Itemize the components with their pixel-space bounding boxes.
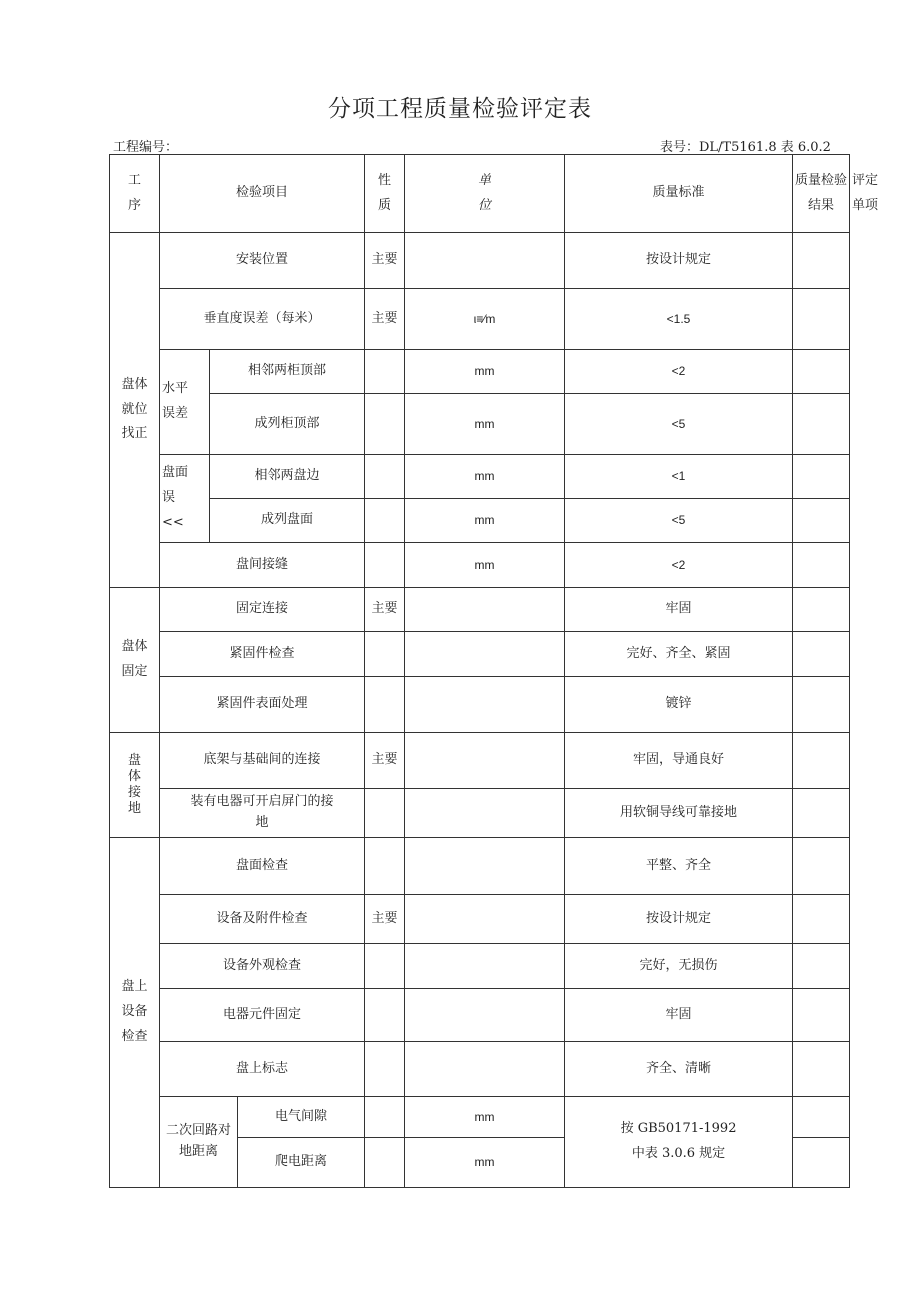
table-row [110,233,850,289]
nature-cell: 主要 [365,895,405,944]
item-cell: 相邻两盘边 [210,455,365,499]
nature-cell: 主要 [365,733,405,789]
item-cell: 底架与基础间的连接 [160,733,365,789]
unit-cell [405,1042,565,1097]
standard-cell: 牢固，导通良好 [565,733,793,789]
result-cell[interactable] [793,989,850,1042]
inspection-table [109,154,879,1188]
unit-cell [405,895,565,944]
table-row [110,733,850,789]
result-cell[interactable] [793,455,850,499]
header-result: 质量检验结果 [793,155,850,233]
standard-cell: <5 [565,499,793,543]
nature-cell: 主要 [365,588,405,632]
header-unit: 单位 [405,155,565,233]
table-row [110,989,850,1042]
form-number: 表号：DL/T5161.8 表 6.0.2 [660,140,831,155]
result-cell[interactable] [793,289,850,350]
nature-cell [365,394,405,455]
unit-cell [405,733,565,789]
group-label-grounding: 盘体接地 [110,733,160,838]
header-process: 工序 [110,155,160,233]
nature-cell [365,1042,405,1097]
item-cell: 紧固件检查 [160,632,365,677]
standard-cell: 完好，无损伤 [565,944,793,989]
standard-cell: 平整、齐全 [565,838,793,895]
result-cell[interactable] [793,1042,850,1097]
nature-cell: 主要 [365,289,405,350]
nature-cell [365,1138,405,1188]
table-row [110,944,850,989]
table-row [110,1097,850,1138]
nature-cell [365,1097,405,1138]
standard-cell: <2 [565,350,793,394]
unit-cell [405,989,565,1042]
unit-cell [405,632,565,677]
item-cell: 相邻两柜顶部 [210,350,365,394]
item-cell: 固定连接 [160,588,365,632]
nature-cell [365,789,405,838]
header-row: 工序 检验项目 性质 单位 质量标准 质量检验结果 评定单项 [110,155,850,233]
item-cell: 安装位置 [160,233,365,289]
result-cell[interactable] [793,543,850,588]
nature-cell [365,499,405,543]
standard-cell: 按 GB50171-1992 中表 3.0.6 规定 [565,1097,793,1188]
unit-cell: mm [405,394,565,455]
item-cell: 紧固件表面处理 [160,677,365,733]
table-row [110,455,850,499]
table-row [110,289,850,350]
unit-cell: ι≡⁄m [405,289,565,350]
standard-cell: <1 [565,455,793,499]
item-cell: 盘上标志 [160,1042,365,1097]
table-row [110,543,850,588]
standard-cell: <1.5 [565,289,793,350]
result-cell[interactable] [793,632,850,677]
result-cell[interactable] [793,944,850,989]
header-item: 检验项目 [160,155,365,233]
nature-cell: 主要 [365,233,405,289]
sub-label-face-error: 盘面误<< [160,455,210,543]
unit-cell: mm [405,455,565,499]
standard-cell: 用软铜导线可靠接地 [565,789,793,838]
standard-cell: 牢固 [565,989,793,1042]
table-row [110,632,850,677]
nature-cell [365,632,405,677]
result-cell[interactable] [793,1097,850,1138]
item-cell: 装有电器可开启屏门的接地 [160,789,365,838]
group-label-equipment: 盘上设备检查 [110,838,160,1188]
unit-cell: mm [405,499,565,543]
unit-cell [405,944,565,989]
unit-cell [405,677,565,733]
item-cell: 电器元件固定 [160,989,365,1042]
unit-cell [405,233,565,289]
result-cell[interactable] [793,394,850,455]
unit-cell [405,588,565,632]
standard-cell: 完好、齐全、紧固 [565,632,793,677]
table-row [110,499,850,543]
nature-cell [365,455,405,499]
header-standard: 质量标准 [565,155,793,233]
table-row [110,895,850,944]
unit-cell: mm [405,543,565,588]
standard-cell: 牢固 [565,588,793,632]
standard-cell: 镀锌 [565,677,793,733]
table-row [110,677,850,733]
result-cell[interactable] [793,499,850,543]
standard-cell: 按设计规定 [565,233,793,289]
standard-cell: 按设计规定 [565,895,793,944]
table-row [110,350,850,394]
result-cell[interactable] [793,838,850,895]
item-cell: 设备及附件检查 [160,895,365,944]
header-nature: 性质 [365,155,405,233]
project-number-label: 工程编号： [113,140,179,155]
standard-cell: <5 [565,394,793,455]
sub-label-level-error: 水平误差 [160,350,210,455]
table-row [110,1042,850,1097]
item-cell: 盘面检查 [160,838,365,895]
item-cell: 成列盘面 [210,499,365,543]
result-cell[interactable] [793,588,850,632]
result-cell[interactable] [793,895,850,944]
standard-cell: 齐全、清晰 [565,1042,793,1097]
unit-cell: mm [405,1138,565,1188]
item-cell: 电气间隙 [238,1097,365,1138]
nature-cell [365,677,405,733]
standard-cell: <2 [565,543,793,588]
table-row [110,394,850,455]
table-row [110,588,850,632]
unit-cell [405,789,565,838]
sub-label-secondary-circuit: 二次回路对地距离 [160,1097,238,1188]
nature-cell [365,543,405,588]
page-title: 分项工程质量检验评定表 [328,96,592,122]
unit-cell: mm [405,350,565,394]
nature-cell [365,350,405,394]
result-cell[interactable] [793,233,850,289]
unit-cell [405,838,565,895]
result-cell[interactable] [793,350,850,394]
table-row [110,838,850,895]
unit-cell: mm [405,1097,565,1138]
table-row [110,789,850,838]
item-cell: 成列柜顶部 [210,394,365,455]
result-cell[interactable] [793,1138,850,1188]
item-cell: 设备外观检查 [160,944,365,989]
nature-cell [365,944,405,989]
group-label-alignment: 盘体就位找正 [110,233,160,588]
item-cell: 盘间接缝 [160,543,365,588]
result-cell[interactable] [793,733,850,789]
nature-cell [365,838,405,895]
result-cell[interactable] [793,677,850,733]
nature-cell [365,989,405,1042]
item-cell: 爬电距离 [238,1138,365,1188]
item-cell: 垂直度误差（每米） [160,289,365,350]
result-cell[interactable] [793,789,850,838]
group-label-fixing: 盘体固定 [110,588,160,733]
